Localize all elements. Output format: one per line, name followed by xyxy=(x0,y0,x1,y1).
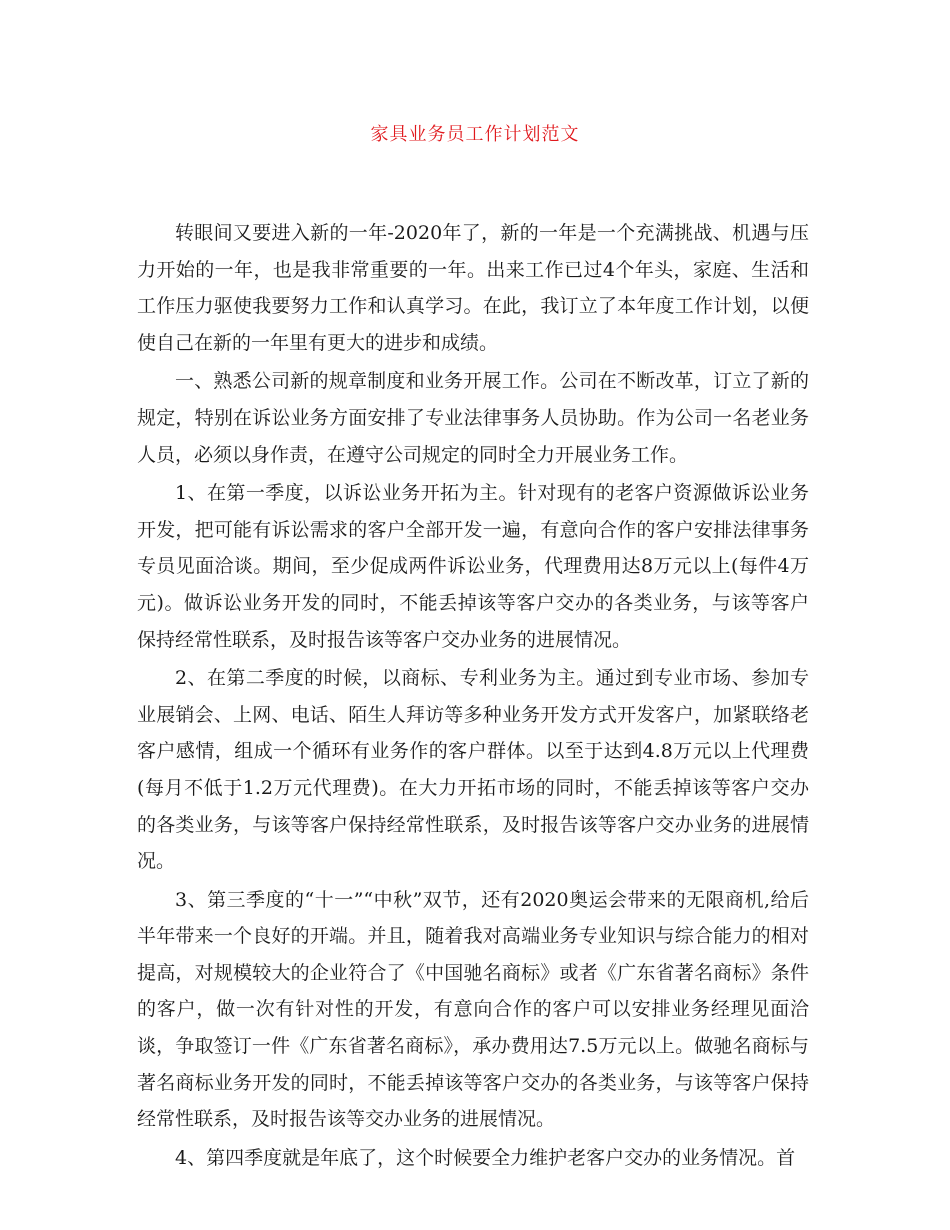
paragraph-q2: 2、在第二季度的时候，以商标、专利业务为主。通过到专业市场、参加专业展销会、上网、电话、陌生人拜访等多种业务开发方式开发客户，加紧联络老客户感情，组成一个循环有业务作的客户群体。以至于达到4.8万元以上代理费(每月不低于1.2万元代理费)。在大力开拓市场的同时，不能丢掉该等客户交办的各类业务，与该等客户保持经常性联系，及时报告该等客户交办业务的进展情况。 xyxy=(137,667,809,873)
paragraph-section-1: 一、熟悉公司新的规章制度和业务开展工作。公司在不断改革，订立了新的规定，特别在诉讼业务方面安排了专业法律事务人员协助。作为公司一名老业务人员，必须以身作责，在遵守公司规定的同时全力开展业务工作。 xyxy=(137,370,809,466)
document-title: 家具业务员工作计划范文 xyxy=(370,124,580,145)
document-body xyxy=(137,215,809,1178)
paragraph-q3: 3、第三季度的“十一”“中秋”双节，还有2020奥运会带来的无限商机,给后半年带来一个良好的开端。并且，随着我对高端业务专业知识与综合能力的相对提高，对规模较大的企业符合了《中国驰名商标》或者《广东省著名商标》条件的客户，做一次有针对性的开发，有意向合作的客户可以安排业务经理见面洽谈，争取签订一件《广东省著名商标》，承办费用达7.5万元以上。做驰名商标与著名商标业务开发的同时，不能丢掉该等客户交办的各类业务，与该等客户保持经常性联系，及时报告该等交办业务的进展情况。 xyxy=(137,888,809,1131)
paragraph-q1: 1、在第一季度，以诉讼业务开拓为主。针对现有的老客户资源做诉讼业务开发，把可能有诉讼需求的客户全部开发一遍，有意向合作的客户安排法律事务专员见面洽谈。期间，至少促成两件诉讼业务，代理费用达8万元以上(每件4万元)。做诉讼业务开发的同时，不能丢掉该等客户交办的各类业务，与该等客户保持经常性联系，及时报告该等客户交办业务的进展情况。 xyxy=(137,482,809,651)
paragraph-intro: 转眼间又要进入新的一年-2020年了，新的一年是一个充满挑战、机遇与压力开始的一年，也是我非常重要的一年。出来工作已过4个年头，家庭、生活和工作压力驱使我要努力工作和认真学习。在此，我订立了本年度工作计划，以便使自己在新的一年里有更大的进步和成绩。 xyxy=(137,222,809,354)
paragraph-q4: 4、第四季度就是年底了，这个时候要全力维护老客户交办的业务情况。首 xyxy=(175,1146,796,1169)
